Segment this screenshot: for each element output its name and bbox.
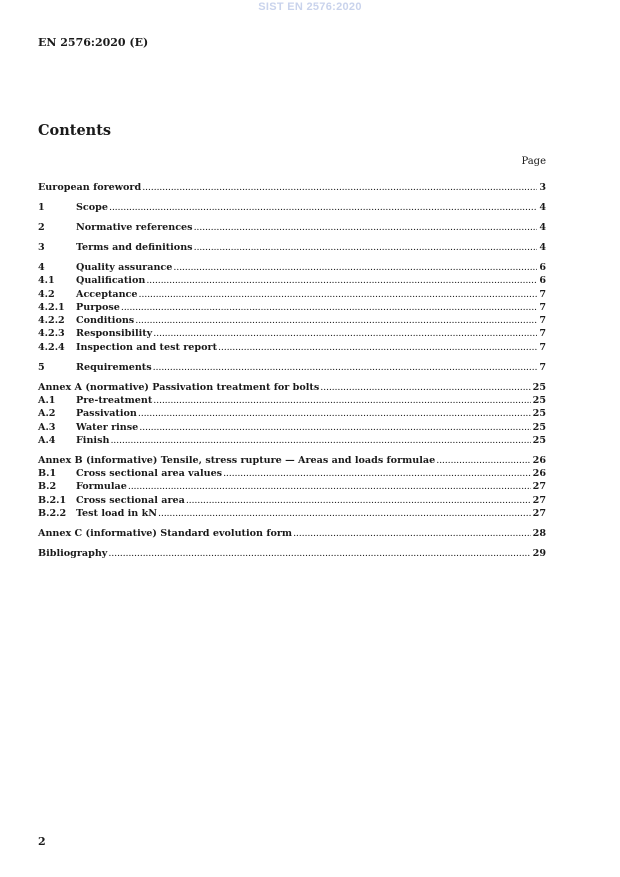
dot-leader [138,407,531,420]
table-of-contents [38,181,546,560]
toc-title: Annex C (informative) Standard evolution form [38,528,293,540]
toc-number: A.3 [38,421,56,433]
toc-title: Terms and definitions [76,241,193,253]
toc-page: 29 [532,548,546,560]
toc-entry-test-load[interactable] [38,507,546,520]
toc-title: Conditions [76,315,135,327]
toc-entry-terms-and-definitions[interactable] [38,241,546,254]
toc-page: 25 [532,421,546,433]
dot-leader [139,288,538,301]
toc-page: 25 [532,394,546,406]
dot-leader [142,181,537,194]
toc-page: 25 [532,434,546,446]
toc-page: 25 [532,408,546,420]
dot-leader [223,467,531,480]
toc-page: 27 [532,481,546,493]
toc-title: Scope [76,201,108,213]
dot-leader [109,201,537,214]
toc-title: Requirements [76,361,152,373]
dot-leader [218,341,537,354]
toc-number: 4 [38,261,45,273]
toc-page: 7 [539,328,546,340]
toc-entry-bibliography[interactable] [38,547,546,560]
toc-number: 4.2 [38,288,55,300]
dot-leader [139,421,530,434]
dot-leader [436,454,530,467]
toc-number: 4.1 [38,275,55,287]
toc-title: Formulae [76,481,127,493]
dot-leader [108,547,530,560]
dot-leader [173,261,537,274]
dot-leader [110,434,530,447]
toc-number: A.1 [38,394,56,406]
toc-entry-annex-c[interactable] [38,527,546,540]
toc-entry-water-rinse[interactable] [38,421,546,434]
toc-page: 7 [539,361,546,373]
toc-entry-finish[interactable] [38,434,546,447]
toc-title: Test load in kN [76,508,157,520]
toc-title: Normative references [76,221,193,233]
toc-title: Annex A (normative) Passivation treatment for bolts [38,381,320,393]
dot-leader [320,381,530,394]
toc-number: B.2.1 [38,494,67,506]
toc-entry-formulae[interactable] [38,480,546,493]
toc-number: B.2 [38,481,57,493]
toc-number: 2 [38,221,45,233]
contents-title: Contents [38,122,112,139]
toc-entry-cross-sectional-area-values[interactable] [38,467,546,480]
toc-entry-annex-a[interactable] [38,381,546,394]
dot-leader [121,301,537,314]
watermark: SIST EN 2576:2020 [258,1,362,13]
dot-leader [153,394,530,407]
toc-page: 7 [539,341,546,353]
dot-leader [158,507,531,520]
toc-page: 3 [539,182,546,193]
toc-entry-scope[interactable] [38,201,546,214]
toc-entry-responsibility[interactable] [38,327,546,340]
toc-page: 7 [539,315,546,327]
toc-number: A.4 [38,434,56,446]
toc-page: 25 [532,381,546,393]
toc-entry-acceptance[interactable] [38,288,546,301]
toc-page: 4 [539,201,546,213]
toc-title: Responsibility [76,328,153,340]
toc-page: 6 [539,275,546,287]
toc-title: Qualification [76,275,146,287]
dot-leader [194,221,538,234]
toc-title: Water rinse [76,421,139,433]
toc-number: 4.2.4 [38,341,65,353]
toc-number: B.2.2 [38,508,67,520]
toc-number: 4.2.1 [38,301,65,313]
toc-page: 7 [539,288,546,300]
toc-number: A.2 [38,408,56,420]
toc-entry-foreword[interactable] [38,181,546,194]
dot-leader [128,480,531,493]
document-id: EN 2576:2020 (E) [38,36,149,49]
toc-page: 26 [532,454,546,466]
toc-entry-inspection-and-test-report[interactable] [38,341,546,354]
toc-entry-requirements[interactable] [38,361,546,374]
toc-entry-annex-b[interactable] [38,454,546,467]
toc-page: 26 [532,468,546,480]
toc-title: Inspection and test report [76,341,218,353]
toc-number: 1 [38,201,45,213]
toc-title: Purpose [76,301,120,313]
dot-leader [293,527,531,540]
toc-page: 7 [539,301,546,313]
toc-entry-cross-sectional-area[interactable] [38,494,546,507]
dot-leader [153,327,537,340]
dot-leader [135,314,537,327]
dot-leader [194,241,538,254]
toc-entry-pre-treatment[interactable] [38,394,546,407]
toc-number: 4.2.2 [38,315,65,327]
toc-page: 27 [532,508,546,520]
toc-title: Pre-treatment [76,394,153,406]
toc-title: Bibliography [38,548,108,560]
toc-page: 27 [532,494,546,506]
toc-title: Annex B (informative) Tensile, stress rupture — Areas and loads formulae [38,454,436,466]
toc-page: 4 [539,221,546,233]
toc-number: 5 [38,361,45,373]
toc-page: 4 [539,241,546,253]
toc-number: 4.2.3 [38,328,65,340]
toc-entry-qualification[interactable] [38,274,546,287]
toc-entry-passivation[interactable] [38,407,546,420]
toc-entry-normative-references[interactable] [38,221,546,234]
toc-title: Acceptance [76,288,138,300]
toc-title: Cross sectional area values [76,468,223,480]
toc-page: 28 [532,528,546,540]
toc-title: European foreword [38,182,142,193]
toc-entry-conditions[interactable] [38,314,546,327]
toc-number: 3 [38,241,45,253]
dot-leader [153,361,538,374]
toc-title: Quality assurance [76,261,173,273]
toc-entry-quality-assurance[interactable] [38,261,546,274]
page-column-label: Page [521,156,546,167]
toc-title: Passivation [76,408,137,420]
toc-title: Cross sectional area [76,494,185,506]
toc-title: Finish [76,434,110,446]
dot-leader [146,274,537,287]
toc-number: B.1 [38,468,57,480]
toc-entry-purpose[interactable] [38,301,546,314]
dot-leader [186,494,531,507]
toc-page: 6 [539,261,546,273]
page-number: 2 [38,835,46,848]
